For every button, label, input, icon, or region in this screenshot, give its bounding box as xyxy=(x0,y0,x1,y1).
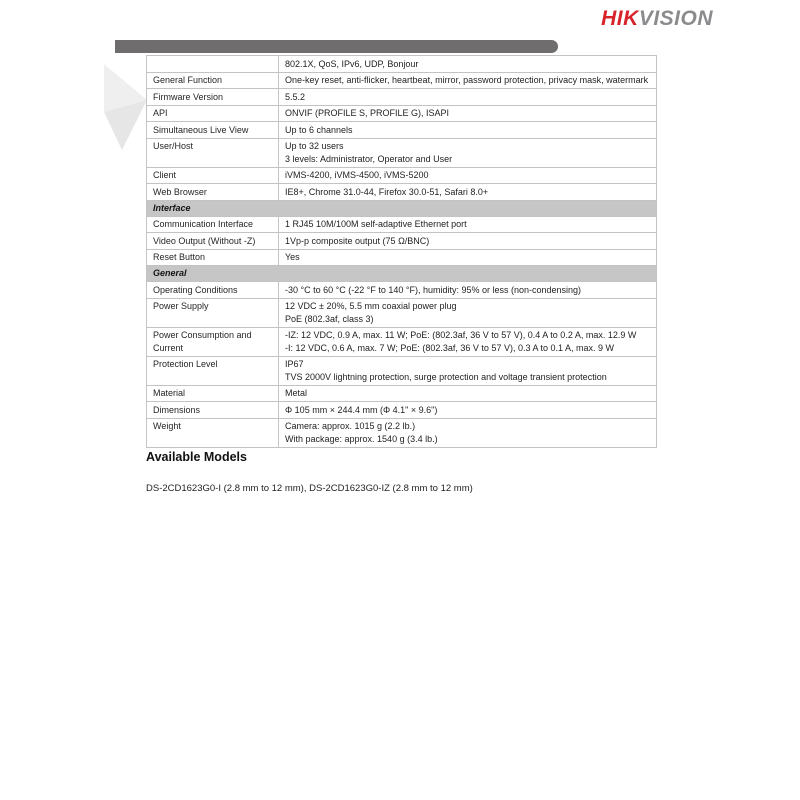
table-row xyxy=(147,357,656,386)
spec-label: Web Browser xyxy=(147,184,279,200)
spec-label: Reset Button xyxy=(147,250,279,266)
spec-value xyxy=(279,386,656,402)
spec-label: Protection Level xyxy=(147,357,279,385)
spec-value-line: 1 RJ45 10M/100M self-adaptive Ethernet port xyxy=(285,219,467,229)
spec-value-line: Up to 6 channels xyxy=(285,124,353,135)
spec-value xyxy=(279,217,656,233)
spec-value-line: One-key reset, anti-flicker, heartbeat, mirror, password protection, privacy mask, watermark xyxy=(285,75,649,85)
spec-value-line: -30 °C to 60 °C (-22 °F to 140 °F), humidity: 95% or less (non-condensing) xyxy=(285,284,582,295)
spec-value xyxy=(279,357,656,385)
spec-value xyxy=(279,419,656,447)
spec-value-line: Camera: approx. 1015 g (2.2 lb.) xyxy=(285,421,416,431)
section-divider-bar xyxy=(115,40,558,53)
spec-value xyxy=(279,73,656,89)
table-row xyxy=(147,250,656,267)
spec-value xyxy=(279,299,656,327)
spec-label: Communication Interface xyxy=(147,217,279,233)
spec-value xyxy=(279,282,656,298)
spec-label: Weight xyxy=(147,419,279,447)
spec-value-line: IP67 xyxy=(285,359,304,369)
spec-label: Video Output (Without -Z) xyxy=(147,233,279,249)
spec-value xyxy=(279,56,656,72)
spec-value-line: 5.5.2 xyxy=(285,91,306,102)
table-row xyxy=(147,73,656,90)
spec-value xyxy=(279,89,656,105)
spec-value-line: ONVIF (PROFILE S, PROFILE G), ISAPI xyxy=(285,108,450,118)
table-row xyxy=(147,89,656,106)
spec-value xyxy=(279,139,656,167)
table-section-header: Interface xyxy=(147,201,656,217)
spec-value-line: With package: approx. 1540 g (3.4 lb.) xyxy=(285,433,438,444)
spec-value xyxy=(279,250,656,266)
spec-value xyxy=(279,106,656,122)
logo-vision-text: VISION xyxy=(638,7,713,30)
logo-hik-text: HIK xyxy=(601,7,639,30)
spec-value xyxy=(279,122,656,138)
spec-label: API xyxy=(147,106,279,122)
table-row xyxy=(147,139,656,168)
spec-value-line: 1Vp-p composite output (75 Ω/BNC) xyxy=(285,235,430,246)
spec-value-line: 12 VDC ± 20%, 5.5 mm coaxial power plug xyxy=(285,301,457,311)
table-row xyxy=(147,386,656,403)
spec-value-line: -IZ: 12 VDC, 0.9 A, max. 11 W; PoE: (802.3af, 36 V to 57 V), 0.4 A to 0.2 A, max. 12.9 W xyxy=(285,330,637,340)
page-corner-decoration xyxy=(100,60,152,155)
table-row xyxy=(147,168,656,185)
table-row xyxy=(147,233,656,250)
table-row xyxy=(147,282,656,299)
spec-label: Client xyxy=(147,168,279,184)
spec-value-line: 3 levels: Administrator, Operator and User xyxy=(285,153,453,164)
spec-value-line: 802.1X, QoS, IPv6, UDP, Bonjour xyxy=(285,58,419,69)
spec-label xyxy=(147,56,279,72)
spec-value-line: PoE (802.3af, class 3) xyxy=(285,313,374,324)
spec-label: User/Host xyxy=(147,139,279,167)
spec-value xyxy=(279,328,656,356)
hikvision-logo xyxy=(563,7,713,31)
spec-value-line: iVMS-4200, iVMS-4500, iVMS-5200 xyxy=(285,170,429,180)
available-models-text: DS-2CD1623G0-I (2.8 mm to 12 mm), DS-2CD1623G0-IZ (2.8 mm to 12 mm) xyxy=(146,483,473,494)
spec-value-line: Metal xyxy=(285,388,308,398)
spec-value-line: Yes xyxy=(285,252,300,262)
spec-value xyxy=(279,184,656,200)
table-row xyxy=(147,299,656,328)
spec-label: Operating Conditions xyxy=(147,282,279,298)
spec-value xyxy=(279,233,656,249)
spec-label: Power Consumption and Current xyxy=(147,328,279,356)
spec-value-line: Φ 105 mm × 244.4 mm (Φ 4.1" × 9.6") xyxy=(285,404,438,415)
table-section-header: General xyxy=(147,266,656,282)
table-row xyxy=(147,419,656,448)
spec-value-line: IE8+, Chrome 31.0-44, Firefox 30.0-51, Safari 8.0+ xyxy=(285,186,489,197)
table-row xyxy=(147,56,656,73)
spec-value-line: -I: 12 VDC, 0.6 A, max. 7 W; PoE: (802.3af, 36 V to 57 V), 0.3 A to 0.1 A, max. 9 W xyxy=(285,342,614,353)
spec-value xyxy=(279,168,656,184)
spec-value xyxy=(279,402,656,418)
table-row xyxy=(147,106,656,123)
available-models-heading: Available Models xyxy=(146,450,247,464)
spec-label: Dimensions xyxy=(147,402,279,418)
spec-label: Material xyxy=(147,386,279,402)
spec-table xyxy=(146,55,657,448)
table-row xyxy=(147,328,656,357)
table-row xyxy=(147,402,656,419)
spec-label: Power Supply xyxy=(147,299,279,327)
table-row xyxy=(147,122,656,139)
spec-label: Simultaneous Live View xyxy=(147,122,279,138)
spec-label: Firmware Version xyxy=(147,89,279,105)
table-row xyxy=(147,184,656,201)
table-row xyxy=(147,217,656,234)
spec-label: General Function xyxy=(147,73,279,89)
spec-value-line: Up to 32 users xyxy=(285,141,344,151)
spec-value-line: TVS 2000V lightning protection, surge protection and voltage transient protection xyxy=(285,371,607,382)
